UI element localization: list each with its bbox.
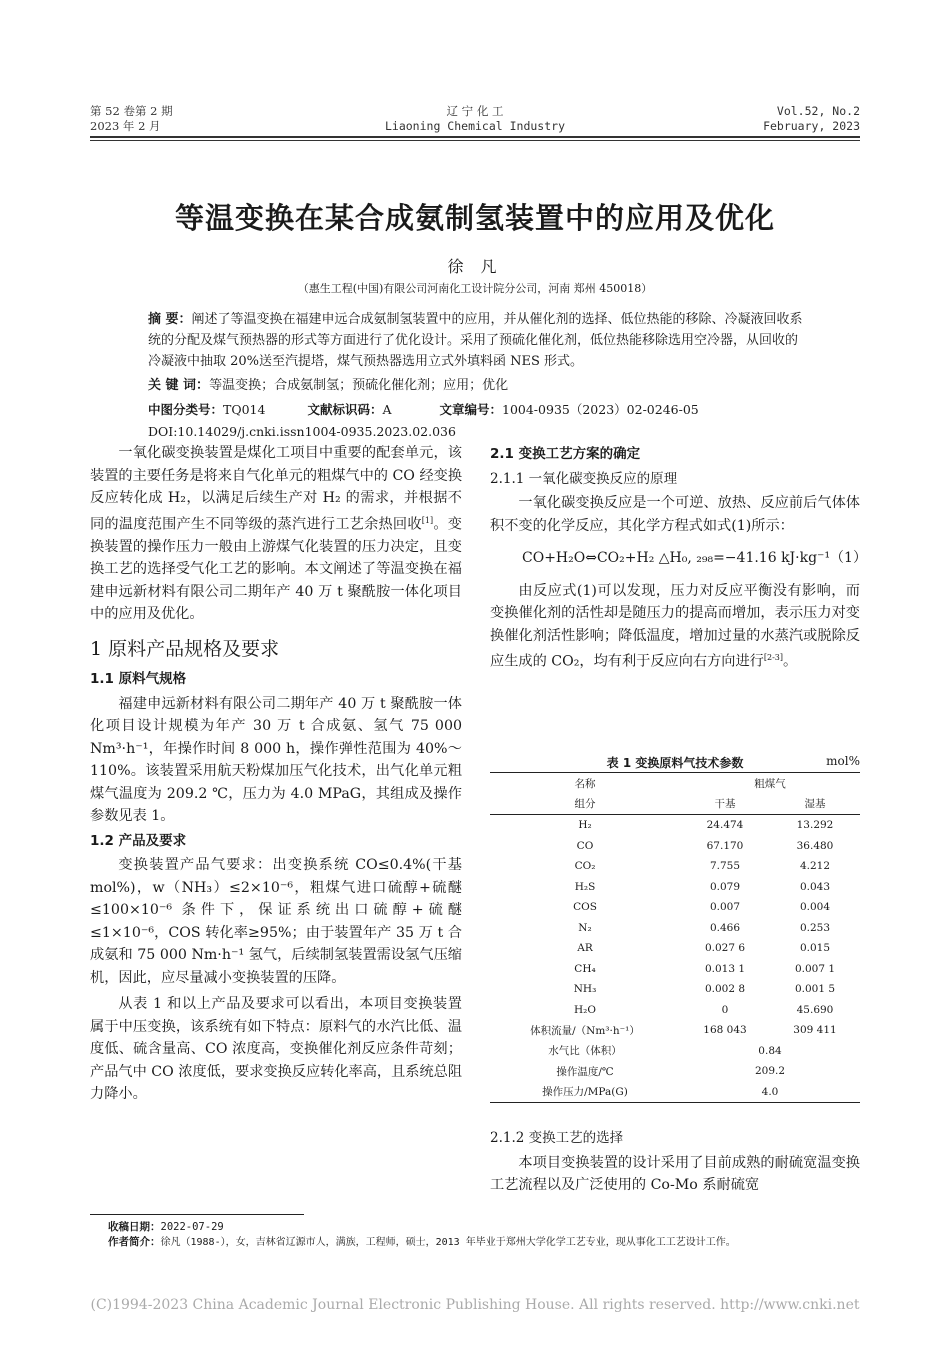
table-cell-name: CO [576, 839, 594, 852]
article-no-value: 1004-0935（2023）02-0246-05 [502, 402, 699, 417]
equation-1: CO+H₂O⇔CO₂+H₂ △H₀, ₂₉₈=−41.16 kJ·kg⁻¹（1） [522, 550, 867, 566]
paragraph-2-1-2-end: 。 [783, 653, 798, 670]
table-cell-dry: 0.079 [709, 880, 741, 893]
keywords [148, 375, 808, 396]
table-cell-wet: 0.043 [799, 880, 831, 893]
header-name: 名称 [574, 777, 596, 790]
author-bio [108, 1235, 868, 1250]
section-1-heading: 1 原料产品规格及要求 [90, 637, 280, 660]
table-cell-dry: 0.002 8 [704, 983, 746, 996]
table-cell-dry: 7.755 [709, 860, 741, 873]
table-unit: mol% [826, 754, 860, 768]
left-column [90, 442, 462, 1106]
intro-text-2: 。变换装置的操作压力一般由上游煤气化装置的压力决定，且变换工艺的选择受气化工艺的影响。本文阐述了等温变换在福建申远新材料有限公司二期年产 40 万 t 聚酰胺一体化项目中的应用及优化。 [90, 516, 462, 623]
table-body [490, 815, 860, 1103]
abstract-text: 阐述了等温变换在福建申远合成氨制氢装置中的应用，并从催化剂的选择、低位热能的移除、冷凝液回收系统的分配及煤气预热器的形式等方面进行了优化设计。采用了预硫化催化剂，低位热能移除选用空冷器，从回收的冷凝液中抽取 20%送至汽提塔，煤气预热器选用立式外填料函 NES 形式。 [148, 312, 803, 369]
table-cell-dry: 0.466 [709, 921, 741, 934]
journal-name-cn: 辽 宁 化 工 [446, 104, 504, 118]
intro-text-1: 一氧化碳变换装置是煤化工项目中重要的配套单元，该装置的主要任务是将来自气化单元的粗煤气中的 CO 经变换反应转化成 H₂，以满足后续生产对 H₂ 的需求，并根据不同的温度范围产生不同等级的蒸汽进行工艺余热回收 [90, 445, 463, 533]
table-cell-name: H₂O [574, 1003, 596, 1016]
citation-1: [1] [421, 515, 434, 525]
volume-cn: 第 52 卷第 2 期 [90, 104, 173, 118]
table-cell-dry: 67.170 [706, 839, 744, 852]
table-1 [490, 754, 860, 1103]
table-cell-name: CH₄ [574, 962, 596, 975]
journal-name-en: Liaoning Chemical Industry [384, 119, 565, 133]
section-2-1-2-heading: 2.1.2 变换工艺的选择 [490, 1130, 624, 1146]
table-cell-value: 209.2 [754, 1065, 786, 1078]
author-name: 徐 凡 [447, 257, 503, 276]
paragraph-1-2: 变换装置产品气要求：出变换系统 CO≤0.4%(干基 mol%)，w（NH₃）≤2×10⁻⁶，粗煤气进口硫醇+硫醚≤100×10⁻⁶ 条件下，保证系统出口硫醇+硫醚≤1×10⁻⁶，COS 转化率≥95%；由于装置年产 35 万 t 合成氨和 75 000 Nm·h⁻¹ 氢气，后续制氢装置需设氢气压缩机，因此，应尽量减小变换装置的压降。 [90, 857, 462, 986]
header-wet: 湿基 [804, 798, 826, 811]
table-caption: 表 1 变换原料气技术参数 [606, 756, 744, 770]
table-cell-name: 体积流量/（Nm³·h⁻¹） [530, 1024, 640, 1037]
table-row [490, 938, 860, 959]
table-cell-name: CO₂ [574, 860, 596, 873]
table-row [490, 897, 860, 918]
intro-paragraph [90, 442, 462, 626]
table-cell-dry: 24.474 [706, 819, 744, 832]
keywords-text: 等温变换；合成氨制氢；预硫化催化剂；应用；优化 [209, 378, 509, 393]
footnote-rule [90, 1214, 304, 1215]
footnote [108, 1220, 868, 1250]
table-cell-name: 操作温度/℃ [556, 1065, 614, 1078]
table-cell-dry: 0 [721, 1003, 729, 1016]
clc-value: TQ014 [223, 402, 266, 417]
table-cell-wet: 45.690 [796, 1003, 834, 1016]
date-en: February, 2023 [763, 119, 860, 133]
table-cell-name: AR [577, 942, 593, 955]
table-caption-row [490, 754, 860, 772]
volume-en: Vol.52, No.2 [776, 104, 860, 118]
section-1-2-heading: 1.2 产品及要求 [90, 832, 187, 849]
table-cell-wet: 0.015 [799, 942, 831, 955]
classification-line [148, 399, 808, 420]
paragraph-1-1: 福建申远新材料有限公司二期年产 40 万 t 聚酰胺一体化项目设计规模为年产 30 万 t 合成氨、氢气 75 000 Nm³·h⁻¹，年操作时间 8 000 h，操作弹性范围为 40%～110%。该装置采用航天粉煤加压气化技术，出气化单元粗煤气温度为 209.2 ℃，压力为 4.0 MPaG，其组成及操作参数见表 1。 [90, 695, 462, 825]
header-issue-en [763, 104, 860, 134]
right-column-bottom [490, 1127, 860, 1197]
table-row [490, 877, 860, 898]
table-cell-dry: 0.007 [709, 901, 741, 914]
doc-code-value: A [382, 402, 392, 417]
keywords-label: 关 键 词： [148, 378, 210, 393]
author-affiliation: （惠生工程(中国)有限公司河南化工设计院分公司，河南 郑州 450018） [297, 282, 653, 295]
table-cell-name: NH₃ [573, 983, 597, 996]
table-cell-name: 水气比（体积） [548, 1045, 622, 1058]
paragraph-1-3: 从表 1 和以上产品及要求可以看出，本项目变换装置属于中压变换，该系统有如下特点：原料气的水汽比低、温度低、硫含量高、CO 浓度高，变换催化剂反应条件苛刻；产品气中 CO 浓度低，要求变换反应转化率高，且系统总阻力降小。 [90, 996, 463, 1103]
right-column-top [490, 443, 867, 673]
paragraph-2-1-2 [490, 580, 860, 674]
bio-text: 徐凡（1988-），女，吉林省辽源市人，满族，工程师，硕士，2013 年毕业于郑州大学化学工艺专业，现从事化工工艺设计工作。 [160, 1237, 736, 1248]
table-row [490, 815, 860, 836]
table-row [490, 1082, 860, 1103]
header-rule [90, 136, 860, 141]
copyright-notice: (C)1994-2023 China Academic Journal Electronic Publishing House. All rights reserved. http://www.cnki.net [90, 1297, 860, 1313]
abstract-label: 摘 要： [148, 312, 192, 327]
paragraph-2-1-3: 本项目变换装置的设计采用了目前成熟的耐硫宽温变换工艺流程以及广泛使用的 Co-Mo 系耐硫宽 [490, 1154, 860, 1193]
table-cell-dry: 168 043 [703, 1024, 747, 1037]
header-raw-gas: 粗煤气 [754, 777, 786, 790]
section-2-1-heading: 2.1 变换工艺方案的确定 [490, 446, 641, 462]
table-row [490, 836, 860, 857]
table-cell-wet: 13.292 [796, 819, 834, 832]
article-title: 等温变换在某合成氨制氢装置中的应用及优化 [174, 201, 775, 235]
article-no-label: 文章编号： [439, 402, 502, 417]
table-cell-name: N₂ [578, 921, 592, 934]
table-cell-wet: 0.001 5 [794, 983, 836, 996]
table-cell-wet: 36.480 [796, 839, 834, 852]
received-value: 2022-07-29 [160, 1221, 224, 1233]
table-row [490, 1041, 860, 1062]
citation-2-3: [2-3] [763, 653, 783, 662]
header-dry: 干基 [714, 798, 736, 811]
paragraph-2-1-1: 一氧化碳变换反应是一个可逆、放热、反应前后气体体积不变的化学反应，其化学方程式如式(1)所示： [490, 495, 860, 534]
table-row [490, 1020, 860, 1041]
table-cell-name: COS [573, 901, 597, 914]
table-cell-value: 4.0 [761, 1085, 779, 1098]
doi: DOI:10.14029/j.cnki.issn1004-0935.2023.02.036 [148, 424, 456, 439]
table-row [490, 979, 860, 1000]
section-2-1-1-heading: 2.1.1 一氧化碳变换反应的原理 [490, 470, 678, 487]
table-row [490, 1061, 860, 1082]
table-cell-wet: 4.212 [799, 860, 831, 873]
table-row [490, 959, 860, 980]
abstract [148, 309, 808, 372]
table-cell-wet: 0.004 [799, 901, 831, 914]
received-label: 收稿日期： [108, 1221, 161, 1233]
section-1-1-heading: 1.1 原料气规格 [90, 671, 187, 688]
table-cell-name: 操作压力/MPa(G) [542, 1086, 628, 1099]
table-cell-dry: 0.027 6 [704, 942, 746, 955]
doc-code-label: 文献标识码： [307, 402, 383, 417]
table-cell-wet: 309 411 [793, 1024, 837, 1037]
table-1-grid [490, 772, 860, 1103]
received-date [108, 1220, 868, 1235]
table-cell-wet: 0.007 1 [794, 962, 836, 975]
table-cell-dry: 0.013 1 [704, 962, 746, 975]
table-row [490, 918, 860, 939]
table-cell-name: H₂S [574, 880, 596, 893]
table-cell-wet: 0.253 [799, 921, 831, 934]
table-row [490, 856, 860, 877]
date-cn: 2023 年 2 月 [90, 119, 161, 133]
bio-label: 作者简介： [108, 1236, 161, 1248]
table-header-row-2 [490, 794, 860, 815]
table-cell-value: 0.84 [758, 1044, 782, 1057]
table-header-row-1 [490, 773, 860, 794]
table-row [490, 1000, 860, 1021]
paragraph-2-1-2-text: 由反应式(1)可以发现，压力对反应平衡没有影响，而变换催化剂的活性却是随压力的提高而增加，表示压力对变换催化剂活性影响；降低温度，增加过量的水蒸汽或脱除反应生成的 CO₂，均有利于反应向右方向进行 [490, 582, 860, 670]
header-component: 组分 [574, 798, 596, 811]
clc-label: 中图分类号： [148, 402, 224, 417]
table-cell-name: H₂ [578, 819, 592, 832]
